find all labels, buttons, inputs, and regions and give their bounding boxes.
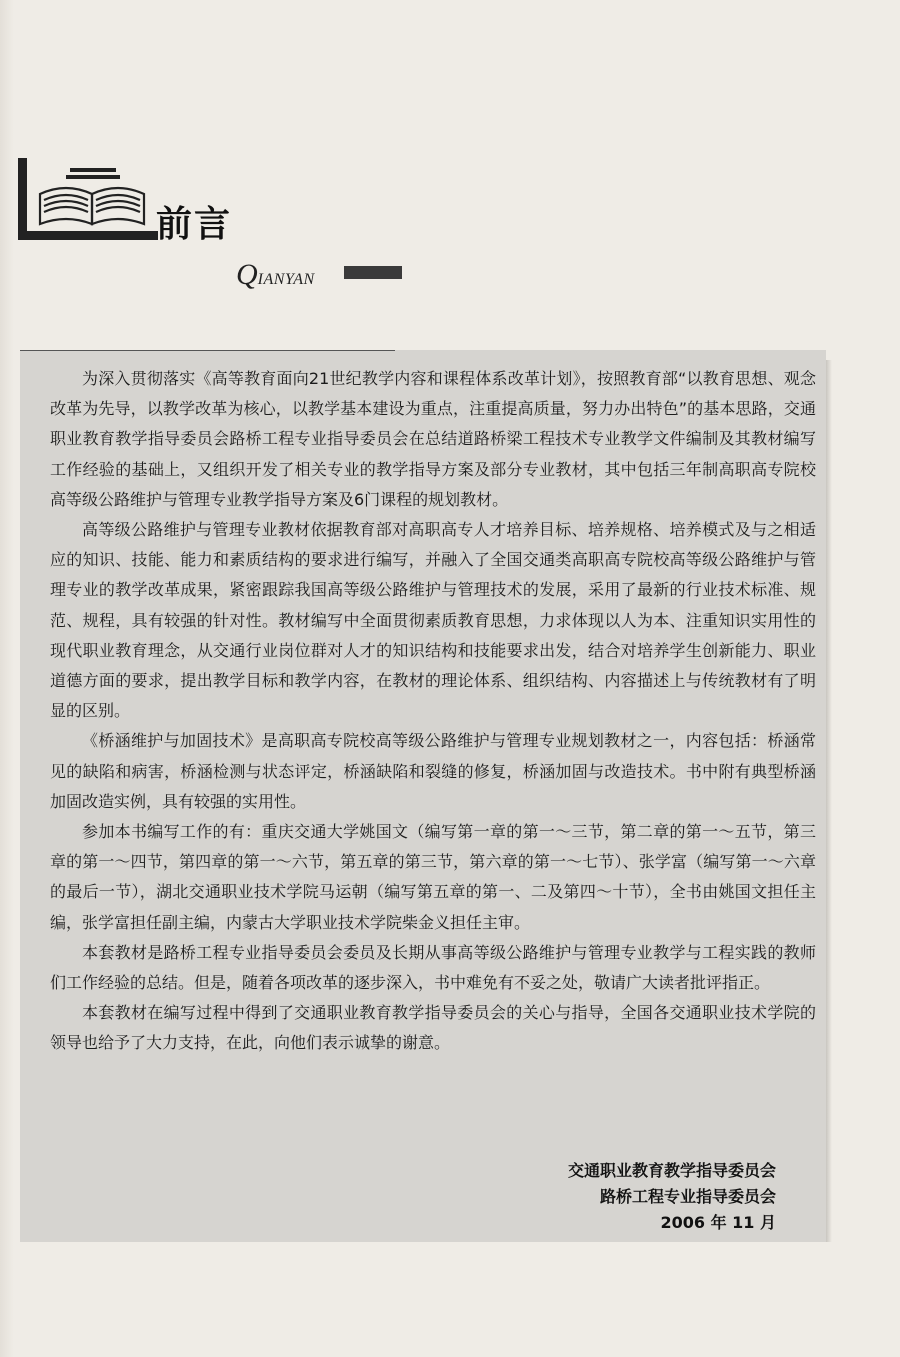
- paragraph: 《桥涵维护与加固技术》是高职高专院校高等级公路维护与管理专业规划教材之一，内容包括：桥涵常见的缺陷和病害，桥涵检测与状态评定，桥涵缺陷和裂缝的修复，桥涵加固与改造技术。书中附有典型桥涵加固改造实例，具有较强的实用性。: [50, 731, 816, 811]
- signature-org: 交通职业教育教学指导委员会: [567, 1161, 776, 1180]
- signature-block: [568, 1158, 776, 1236]
- signature-committee: 路桥工程专业指导委员会: [599, 1187, 776, 1206]
- signature-date: 2006 年 11 月: [660, 1213, 776, 1232]
- header-rule: [20, 350, 395, 351]
- pinyin-bar: [344, 266, 402, 279]
- pinyin-rest: IANYAN: [257, 271, 315, 288]
- preface-body: [50, 364, 816, 1059]
- paragraph: 本套教材是路桥工程专业指导委员会委员及长期从事高等级公路维护与管理专业教学与工程实践的教师们工作经验的总结。但是，随着各项改革的逐步深入，书中难免有不妥之处，敬请广大读者批评指正。: [50, 942, 816, 993]
- paragraph: 高等级公路维护与管理专业教材依据教育部对高职高专人才培养目标、培养规格、培养模式及与之相适应的知识、技能、能力和素质结构的要求进行编写，并融入了全国交通类高职高专院校高等级公路维护与管理专业的教学改革成果，紧密跟踪我国高等级公路维护与管理技术的发展，采用了最新的行业技术标准、规范、规程，具有较强的针对性。教材编写中全面贯彻素质教育思想，力求体现以人为本、注重知识实用性的现代职业教育理念，从交通行业岗位群对人才的知识结构和技能要求出发，结合对培养学生创新能力、职业道德方面的要求，提出教学目标和教学内容，在教材的理论体系、组织结构、内容描述上与传统教材有了明显的区别。: [50, 520, 816, 721]
- paragraph: 参加本书编写工作的有：重庆交通大学姚国文（编写第一章的第一～三节，第二章的第一～五节，第三章的第一～四节，第四章的第一～六节，第五章的第三节，第六章的第一～七节）、张学富（编写第一～六章的最后一节），湖北交通职业技术学院马运朝（编写第五章的第一、二及第四～十节），全书由姚国文担任主编，张学富担任副主编，内蒙古大学职业技术学院柴金义担任主审。: [50, 822, 816, 932]
- panel-shadow: [826, 360, 832, 1242]
- paragraph: 本套教材在编写过程中得到了交通职业教育教学指导委员会的关心与指导，全国各交通职业技术学院的领导也给予了大力支持，在此，向他们表示诚挚的谢意。: [50, 1003, 816, 1053]
- paragraph: 为深入贯彻落实《高等教育面向21世纪教学内容和课程体系改革计划》，按照教育部“以教育思想、观念改革为先导，以教学改革为核心，以教学基本建设为重点，注重提高质量，努力办出特色”的基本思路，交通职业教育教学指导委员会路桥工程专业指导委员会在总结道路桥梁工程技术专业教学文件编制及其教材编写工作经验的基础上，又组织开发了相关专业的教学指导方案及部分专业教材，其中包括三年制高职高专院校高等级公路维护与管理专业教学指导方案及6门课程的规划教材。: [50, 369, 816, 509]
- page-edge: [0, 0, 14, 1357]
- page-title: 前言: [156, 203, 233, 245]
- pinyin-initial: Q: [236, 258, 258, 291]
- pinyin-subtitle: [236, 258, 315, 292]
- open-book-icon: [18, 158, 158, 240]
